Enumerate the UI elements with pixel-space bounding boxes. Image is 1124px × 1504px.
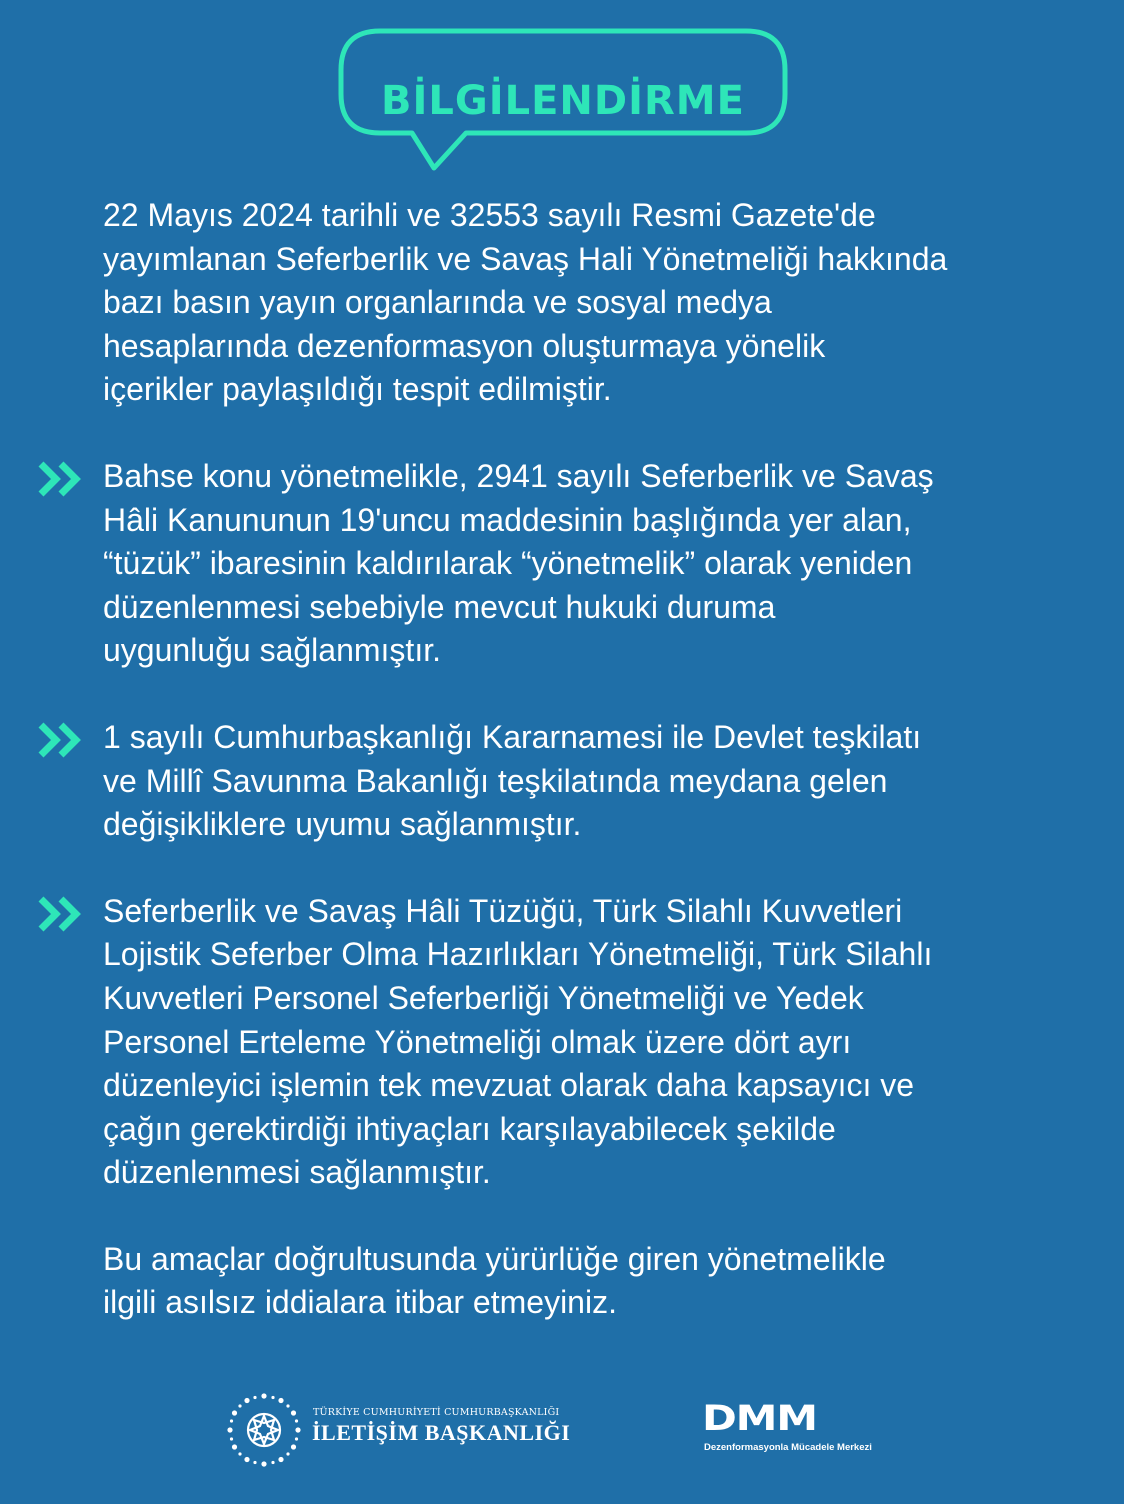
paragraph — [103, 455, 1093, 673]
paragraph-line: bazı basın yayın organlarında ve sosyal medya — [103, 284, 772, 321]
header-badge — [336, 26, 790, 176]
paragraph-line: çağın gerektirdiği ihtiyaçları karşılayabilecek şekilde — [103, 1110, 836, 1147]
paragraph-line: Kuvvetleri Personel Seferberliği Yönetmeliği ve Yedek — [103, 979, 864, 1016]
paragraph-line: Seferberlik ve Savaş Hâli Tüzüğü, Türk Silahlı Kuvvetleri — [103, 892, 903, 929]
paragraph-line: ve Millî Savunma Bakanlığı teşkilatında meydana gelen — [103, 762, 888, 799]
paragraph-line: Bahse konu yönetmelikle, 2941 sayılı Seferberlik ve Savaş — [103, 457, 934, 494]
announcement-body — [103, 194, 1093, 1368]
iletisim-baskanligi-seal-icon — [226, 1392, 302, 1468]
paragraph-line: yayımlanan Seferberlik ve Savaş Hali Yönetmeliği hakkında — [103, 240, 948, 277]
footer-logos — [0, 1380, 1124, 1500]
paragraph-line: hesaplarında dezenformasyon oluşturmaya yönelik — [103, 327, 826, 364]
dmm-logo: DMM — [702, 1399, 817, 1439]
paragraph-line: Lojistik Seferber Olma Hazırlıkları Yönetmeliği, Türk Silahlı — [103, 936, 933, 973]
iletisim-title: İLETİŞİM BAŞKANLIĞI — [312, 1420, 571, 1445]
paragraph-line: 22 Mayıs 2024 tarihli ve 32553 sayılı Resmi Gazete'de — [103, 197, 876, 233]
paragraph-line: “tüzük” ibaresinin kaldırılarak “yönetmelik” olarak yeniden — [103, 545, 913, 582]
paragraph-line: Bu amaçlar doğrultusunda yürürlüğe giren yönetmelikle — [103, 1240, 886, 1277]
dmm-full-name: Dezenformasyonla Mücadele Merkezi — [704, 1442, 872, 1453]
double-chevron-right-icon — [37, 896, 87, 932]
paragraph — [103, 194, 1093, 412]
paragraph-line: ilgili asılsız iddialara itibar etmeyiniz. — [103, 1284, 617, 1321]
paragraph-line: Hâli Kanununun 19'uncu maddesinin başlığında yer alan, — [103, 501, 912, 538]
paragraph-line: düzenleyici işlemin tek mevzuat olarak daha kapsayıcı ve — [103, 1067, 915, 1104]
paragraph — [103, 716, 1093, 847]
paragraph-line: içerikler paylaşıldığı tespit edilmiştir. — [103, 371, 612, 408]
paragraph-line: değişikliklere uyumu sağlanmıştır. — [103, 806, 582, 843]
paragraph — [103, 890, 1093, 1195]
paragraph-line: uygunluğu sağlanmıştır. — [103, 632, 441, 669]
paragraph-line: Personel Erteleme Yönetmeliği olmak üzere dört ayrı — [103, 1023, 852, 1060]
double-chevron-right-icon — [37, 461, 87, 497]
page-title: BİLGİLENDİRME — [381, 78, 745, 124]
paragraph-line: 1 sayılı Cumhurbaşkanlığı Kararnamesi ile Devlet teşkilatı — [103, 718, 922, 755]
paragraph — [103, 1238, 1093, 1325]
paragraph-line: düzenlenmesi sağlanmıştır. — [103, 1154, 491, 1191]
double-chevron-right-icon — [37, 722, 87, 758]
paragraph-line: düzenlenmesi sebebiyle mevcut hukuki duruma — [103, 588, 776, 625]
iletisim-subtitle: TÜRKİYE CUMHURİYETİ CUMHURBAŞKANLIĞI — [313, 1407, 560, 1418]
